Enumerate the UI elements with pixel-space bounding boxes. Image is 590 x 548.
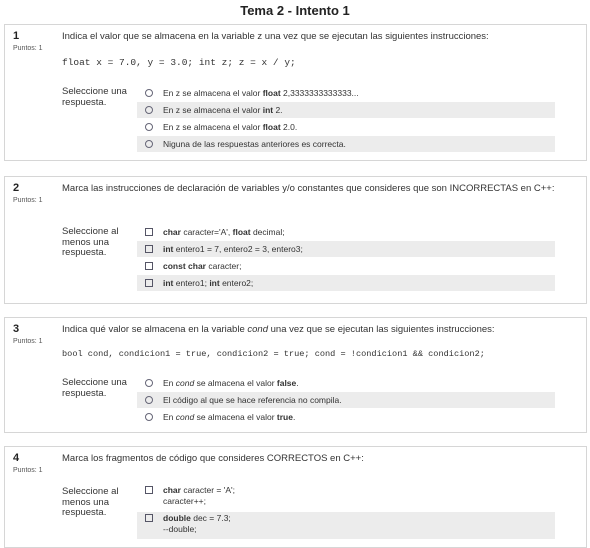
answer-option[interactable] — [137, 275, 555, 291]
answer-option[interactable] — [137, 258, 555, 274]
page-title: Tema 2 - Intento 1 — [240, 3, 350, 18]
question-points: Puntos: 1 — [13, 467, 43, 474]
radio-button[interactable] — [145, 123, 153, 131]
option-text: double dec = 7.3; --double; — [163, 513, 231, 534]
answer-options — [137, 375, 555, 426]
answer-options — [137, 484, 555, 540]
question-1 — [4, 24, 587, 161]
option-text: char caracter='A', float decimal; — [163, 227, 285, 237]
option-text: El código al que se hace referencia no compila. — [163, 395, 342, 405]
question-text: Indica qué valor se almacena en la variable cond una vez que se ejecutan las siguientes instrucciones: — [62, 324, 495, 335]
answer-option[interactable] — [137, 392, 555, 408]
answer-option[interactable] — [137, 85, 555, 101]
question-number: 4 — [13, 452, 20, 464]
option-text: En cond se almacena el valor false. — [163, 378, 299, 388]
radio-button[interactable] — [145, 106, 153, 114]
answer-option[interactable] — [137, 119, 555, 135]
checkbox[interactable] — [145, 245, 153, 253]
answer-prompt: Seleccione al menos una respuesta. — [62, 226, 119, 258]
answer-option[interactable] — [137, 102, 555, 118]
option-text: En z se almacena el valor float 2,3333333333333... — [163, 88, 359, 98]
answer-option[interactable] — [137, 484, 555, 511]
option-text: En z se almacena el valor int 2. — [163, 105, 283, 115]
checkbox[interactable] — [145, 262, 153, 270]
question-3 — [4, 317, 587, 433]
question-text: Marca los fragmentos de código que consideres CORRECTOS en C++: — [62, 453, 364, 464]
answer-option[interactable] — [137, 409, 555, 425]
answer-option[interactable] — [137, 136, 555, 152]
checkbox[interactable] — [145, 514, 153, 522]
checkbox[interactable] — [145, 279, 153, 287]
radio-button[interactable] — [145, 140, 153, 148]
option-text: En cond se almacena el valor true. — [163, 412, 296, 422]
question-text: Indica el valor que se almacena en la variable z una vez que se ejecutan las siguientes instrucciones: — [62, 31, 489, 42]
checkbox[interactable] — [145, 228, 153, 236]
code-snippet: bool cond, condicion1 = true, condicion2 = true; cond = !condicion1 && condicion2; — [62, 349, 485, 359]
question-points: Puntos: 1 — [13, 197, 43, 204]
radio-button[interactable] — [145, 413, 153, 421]
option-text: Niguna de las respuestas anteriores es correcta. — [163, 139, 346, 149]
answer-prompt: Seleccione una respuesta. — [62, 86, 127, 108]
option-text: int entero1 = 7, entero2 = 3, entero3; — [163, 244, 303, 254]
answer-prompt: Seleccione una respuesta. — [62, 377, 127, 399]
option-text: const char caracter; — [163, 261, 242, 271]
answer-option[interactable] — [137, 375, 555, 391]
question-4 — [4, 446, 587, 548]
question-number: 1 — [13, 30, 20, 42]
answer-option[interactable] — [137, 241, 555, 257]
answer-options — [137, 85, 555, 153]
code-snippet: float x = 7.0, y = 3.0; int z; z = x / y; — [62, 57, 296, 68]
checkbox[interactable] — [145, 486, 153, 494]
question-number: 2 — [13, 182, 20, 194]
radio-button[interactable] — [145, 379, 153, 387]
answer-options — [137, 224, 555, 292]
question-text: Marca las instrucciones de declaración de variables y/o constantes que consideres que son INCORRECTAS en C++: — [62, 183, 555, 194]
answer-option[interactable] — [137, 512, 555, 539]
answer-prompt: Seleccione al menos una respuesta. — [62, 486, 119, 518]
option-text: char caracter = 'A'; caracter++; — [163, 485, 235, 506]
option-text: En z se almacena el valor float 2.0. — [163, 122, 298, 132]
question-points: Puntos: 1 — [13, 338, 43, 345]
question-number: 3 — [13, 323, 20, 335]
answer-option[interactable] — [137, 224, 555, 240]
question-points: Puntos: 1 — [13, 45, 43, 52]
radio-button[interactable] — [145, 396, 153, 404]
radio-button[interactable] — [145, 89, 153, 97]
option-text: int entero1; int entero2; — [163, 278, 254, 288]
question-2 — [4, 176, 587, 304]
